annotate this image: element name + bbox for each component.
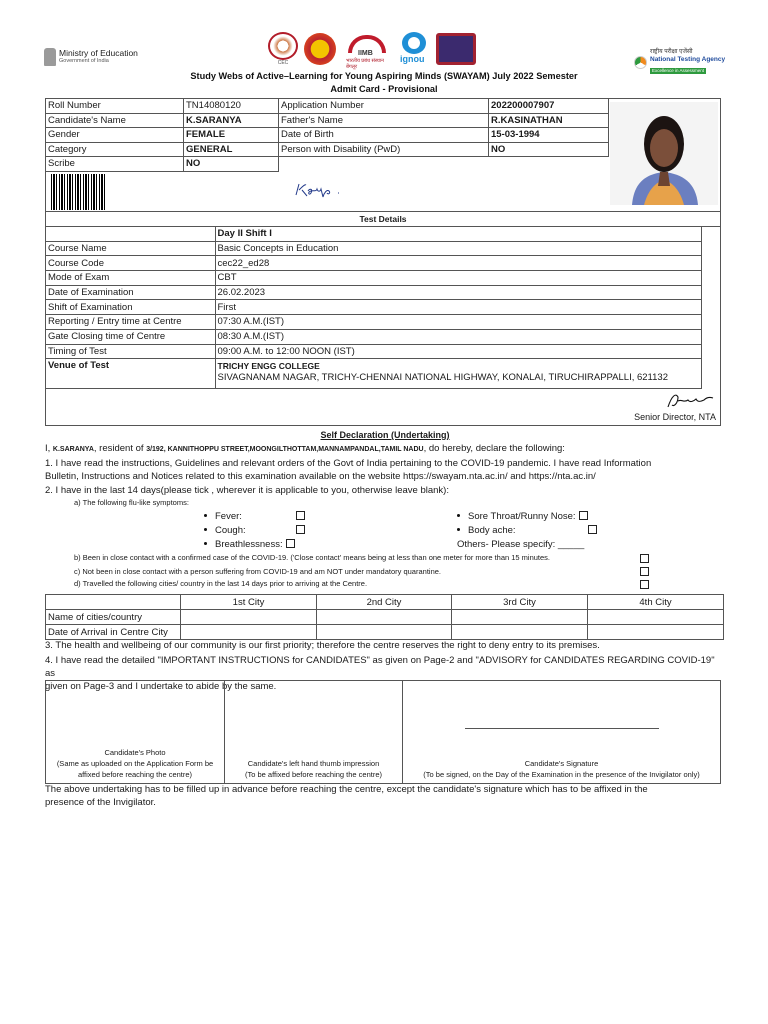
resident-of-text: , resident of <box>93 443 144 454</box>
ministry-name: Ministry of Education <box>59 48 138 58</box>
nta-tagline: Excellence in Assessment <box>652 68 705 73</box>
thumb-box-note: (To be affixed before reaching the centre) <box>244 770 383 779</box>
cities-name-label: Name of cities/country <box>46 610 181 625</box>
course-name-value: Basic Concepts in Education <box>215 241 701 256</box>
dob-label: Date of Birth <box>279 128 489 143</box>
cities-table <box>45 594 724 640</box>
signature-box[interactable] <box>403 681 720 783</box>
city-3-date-cell[interactable] <box>452 625 588 640</box>
body-ache-checkbox[interactable] <box>588 525 597 534</box>
reporting-time-label: Reporting / Entry time at Centre <box>46 315 215 330</box>
category-value: GENERAL <box>184 142 279 157</box>
pwd-label: Person with Disability (PwD) <box>279 142 489 157</box>
application-number-value: 202200007907 <box>489 99 609 114</box>
symptom-breathlessness <box>204 539 295 550</box>
iimb-hindi-label: भारतीय प्रबंध संस्थान बेंगलूर <box>346 58 384 70</box>
city-2-name-cell[interactable] <box>317 610 452 625</box>
page-title: Study Webs of Active–Learning for Young Aspiring Minds (SWAYAM) July 2022 Semester <box>190 71 578 81</box>
fever-checkbox[interactable] <box>296 511 305 520</box>
candidate-signature <box>294 181 364 201</box>
breathlessness-checkbox[interactable] <box>286 539 295 548</box>
test-timing-label: Timing of Test <box>46 344 215 359</box>
cec-logo <box>268 32 298 66</box>
aicte-logo <box>304 33 336 65</box>
point-2d: d) Travelled the following cities/ country in the last 14 days prior to arriving at the Centre. <box>74 579 368 588</box>
page-subtitle: Admit Card - Provisional <box>330 84 438 94</box>
point-1-line-2: Bulletin, Instructions and Notices related to this examination available on the website https://swayam.nta.ac.in/ and https://nta.ac.in/ <box>45 471 596 482</box>
declaration-point-2: 2. I have in the last 14 days(please tick , wherever it is applicable to you, otherwise leave blank): <box>45 485 449 496</box>
declaration-footer <box>45 783 725 809</box>
gender-value: FEMALE <box>184 128 279 143</box>
ministry-subtitle: Government of India <box>59 58 109 64</box>
signature-box-title: Candidate's Signature <box>524 759 599 768</box>
father-name-label: Father's Name <box>279 113 489 128</box>
ignou-logo <box>398 32 430 66</box>
thumb-box-title: Candidate's left hand thumb impression <box>247 759 380 768</box>
sore-throat-checkbox[interactable] <box>579 511 588 520</box>
point-2d-checkbox[interactable] <box>640 580 649 589</box>
travel-cities <box>45 594 725 640</box>
declaration-heading: Self Declaration (Undertaking) <box>320 430 450 440</box>
photo-box-title: Candidate's Photo <box>104 748 166 757</box>
day-shift-label: Day II Shift I <box>215 227 701 242</box>
breathlessness-label: Breathlessness: <box>215 539 283 550</box>
dob-value: 15-03-1994 <box>489 128 609 143</box>
nta-hindi-name: राष्ट्रीय परीक्षा एजेंसी <box>650 49 693 55</box>
ignou-label: ignou <box>400 54 425 64</box>
ministry-of-education-logo <box>44 48 138 66</box>
city-1-header: 1st City <box>181 595 317 610</box>
city-4-header: 4th City <box>588 595 724 610</box>
category-label: Category <box>46 142 184 157</box>
iimb-label: IIMB <box>358 50 373 57</box>
father-name-value: R.KASINATHAN <box>489 113 609 128</box>
cec-label: CEC <box>277 60 289 66</box>
director-signature <box>664 391 716 411</box>
symptom-cough <box>204 525 305 536</box>
venue-label: Venue of Test <box>46 359 215 389</box>
nta-name: National Testing Agency <box>650 56 726 63</box>
declaration-point-1 <box>45 457 725 483</box>
point-4-line-2: given on Page-3 and I undertake to abide by the same. <box>45 681 277 692</box>
thumb-box[interactable] <box>225 681 403 783</box>
symptom-fever <box>204 511 305 522</box>
candidate-details <box>45 98 721 212</box>
point-2b-checkbox[interactable] <box>640 554 649 563</box>
application-number-label: Application Number <box>279 99 489 114</box>
affix-boxes <box>45 680 721 784</box>
exam-mode-label: Mode of Exam <box>46 271 215 286</box>
iimb-logo <box>342 33 392 70</box>
point-2a: a) The following flu-like symptoms: <box>74 498 189 507</box>
barcode <box>51 174 107 210</box>
venue-name: TRICHY ENGG COLLEGE <box>217 361 320 372</box>
point-2b: b) Been in close contact with a confirmed case of the COVID-19. ('Close contact' means being at less than one meter for more than 15 minutes. <box>74 553 551 562</box>
national-emblem-icon <box>44 48 56 66</box>
gate-closing-label: Gate Closing time of Centre <box>46 329 215 344</box>
declarant-address: 3/192, KANNITHOPPU STREET,MOONGILTHOTTAM,MANNAMPANDAL,TAMIL NADU <box>146 446 424 453</box>
symptom-sore-throat <box>457 511 588 522</box>
scribe-value: NO <box>184 157 279 172</box>
city-1-name-cell[interactable] <box>181 610 317 625</box>
course-code-value: cec22_ed28 <box>215 256 701 271</box>
exam-shift-label: Shift of Examination <box>46 300 215 315</box>
cec-icon <box>268 32 298 60</box>
photo-box-note-2: affixed before reaching the centre) <box>77 770 193 779</box>
fever-label: Fever: <box>215 511 242 522</box>
partner-logos <box>268 32 476 70</box>
test-details <box>45 211 721 426</box>
point-1-line-1: 1. I have read the instructions, Guidelines and relevant orders of the Govt of India pertaining to the COVID-19 pandemic. I have read Information <box>45 458 652 469</box>
director-designation: Senior Director, NTA <box>634 412 716 422</box>
footer-line-1: The above undertaking has to be filled up in advance before reaching the centre, except the candidate's signature which has to be affixed in the <box>45 784 648 795</box>
city-1-date-cell[interactable] <box>181 625 317 640</box>
roll-number-label: Roll Number <box>46 99 184 114</box>
city-4-name-cell[interactable] <box>588 610 724 625</box>
cough-checkbox[interactable] <box>296 525 305 534</box>
exam-mode-value: CBT <box>215 271 701 286</box>
gender-label: Gender <box>46 128 184 143</box>
iitb-logo <box>436 33 476 65</box>
photo-box[interactable] <box>46 681 225 783</box>
roll-number-value: TN14080120 <box>184 99 279 114</box>
signature-line <box>465 728 659 729</box>
point-4-line-1: 4. I have read the detailed "IMPORTANT INSTRUCTIONS for CANDIDATES" as given on Page-2 and "ADVISORY for CANDIDATES REGARDING COVID-19" as <box>45 655 715 679</box>
signature-box-note: (To be signed, on the Day of the Examination in the presence of the Invigilator only) <box>423 770 700 779</box>
exam-shift-value: First <box>215 300 701 315</box>
test-table <box>46 226 702 389</box>
declarant-name: K.SARANYA <box>52 446 94 453</box>
body-ache-label: Body ache: <box>468 525 516 536</box>
scribe-label: Scribe <box>46 157 184 172</box>
city-4-date-cell[interactable] <box>588 625 724 640</box>
declaration-intro <box>45 442 725 456</box>
declaration-point-3: 3. The health and wellbeing of our community is our first priority; therefore the centre reserves the right to deny entry to its premises. <box>45 640 600 651</box>
point-2c: c) Not been in close contact with a person suffering from COVID-19 and am NOT under mandatory quarantine. <box>74 567 441 576</box>
declare-text: , do hereby, declare the following: <box>423 443 565 454</box>
candidate-name-value: K.SARANYA <box>184 113 279 128</box>
city-3-header: 3rd City <box>452 595 588 610</box>
candidate-photo <box>610 102 718 205</box>
test-timing-value: 09:00 A.M. to 12:00 NOON (IST) <box>215 344 701 359</box>
sore-throat-label: Sore Throat/Runny Nose: <box>468 511 576 522</box>
pwd-value: NO <box>489 142 609 157</box>
exam-date-label: Date of Examination <box>46 285 215 300</box>
venue-address: SIVAGNANAM NAGAR, TRICHY-CHENNAI NATIONAL HIGHWAY, KONALAI, TIRUCHIRAPPALLI, 621132 <box>217 372 668 384</box>
symptom-body-ache <box>457 525 597 536</box>
footer-line-2: presence of the Invigilator. <box>45 797 156 808</box>
exam-date-value: 26.02.2023 <box>215 285 701 300</box>
gate-closing-value: 08:30 A.M.(IST) <box>215 329 701 344</box>
photo-box-note-1: (Same as uploaded on the Application Form be <box>56 759 214 768</box>
arrival-date-label: Date of Arrival in Centre City <box>46 625 181 640</box>
reporting-time-value: 07:30 A.M.(IST) <box>215 315 701 330</box>
point-2c-checkbox[interactable] <box>640 567 649 576</box>
declaration-i: I, <box>45 443 51 454</box>
test-details-heading: Test Details <box>46 212 720 227</box>
city-3-name-cell[interactable] <box>452 610 588 625</box>
cough-label: Cough: <box>215 525 246 536</box>
candidate-name-label: Candidate's Name <box>46 113 184 128</box>
symptom-others[interactable]: Others- Please specify: _____ <box>457 539 585 550</box>
city-2-header: 2nd City <box>317 595 452 610</box>
course-code-label: Course Code <box>46 256 215 271</box>
course-name-label: Course Name <box>46 241 215 256</box>
nta-tick-icon <box>634 56 647 69</box>
candidate-table <box>45 98 609 172</box>
city-2-date-cell[interactable] <box>317 625 452 640</box>
